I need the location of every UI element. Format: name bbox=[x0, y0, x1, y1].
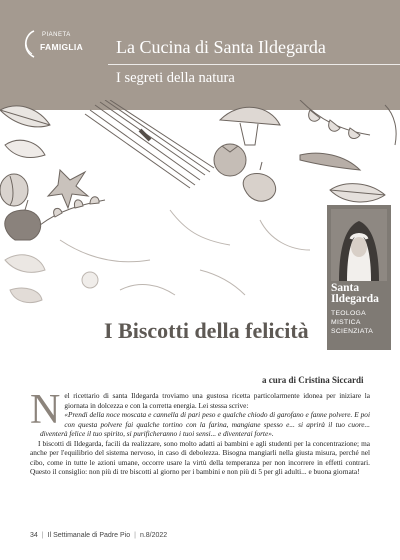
saint-portrait-icon bbox=[331, 209, 387, 281]
paragraph-advice: I biscotti di Ildegarda, facili da realizzare, sono molto adatti ai bambini e agli studenti per la concentrazione; ma anche per l'equilibrio del sistema nervoso, in caso di debolezza. Bisogna mangiarli nella giusta misura, perché nel cibo, come in tutte le azioni umane, occorre usare la virtù della temperanza per non incorrere in effetti contrari. Questo il consiglio: non più di tre biscotti al giorno per i bambini e non più di 5 per gli adulti... e buona giornata! bbox=[30, 438, 370, 477]
leaf-sketch-icon bbox=[0, 106, 50, 158]
badge-role-3: SCIENZIATA bbox=[331, 328, 374, 335]
section-title: La Cucina di Santa Ildegarda bbox=[116, 37, 326, 57]
badge-roles bbox=[331, 309, 373, 336]
tomato-sketch bbox=[214, 144, 246, 176]
header-divider bbox=[108, 64, 400, 65]
article-body bbox=[30, 387, 370, 477]
chili-pepper-sketch bbox=[300, 153, 360, 170]
herb-branch-sketch bbox=[40, 197, 105, 225]
article-byline: a cura di Cristina Siccardi bbox=[262, 375, 364, 385]
herb-sprig-sketch bbox=[300, 100, 396, 145]
intro-text: el ricettario di santa Ildegarda troviamo una gustosa ricetta particolarmente idonea per iniziare la giornata in dolcezza e con la corretta energia. Lei stessa scrive: bbox=[64, 391, 370, 410]
drop-cap: N bbox=[30, 387, 61, 433]
badge-name-line2: Ildegarda bbox=[331, 293, 379, 305]
footer-separator: | bbox=[41, 532, 44, 539]
bell-pepper-sketch bbox=[243, 162, 275, 201]
logo-top-text: PIANETA bbox=[42, 32, 71, 38]
garlic-sketch bbox=[5, 200, 41, 240]
onion-sketch bbox=[0, 174, 28, 206]
pianeta-famiglia-logo bbox=[20, 27, 90, 63]
footer-separator: | bbox=[134, 532, 136, 539]
mushroom-sketch bbox=[220, 107, 280, 145]
issue-number: n.8/2022 bbox=[139, 532, 168, 539]
recipe-quote: «Prendi della noce moscata e cannella di pari peso e qualche chiodo di garofano e fanne polvere. E poi con questa polvere fai qualche tortino con la farina, mangiane spesso e... si aprirà il tuo cuore... diventerà felice il tuo spirito, si purificheranno i tuoi sensi... e diventerai forte». bbox=[40, 410, 370, 439]
saint-badge bbox=[327, 205, 391, 350]
section-subtitle: I segreti della natura bbox=[116, 70, 235, 86]
badge-role-1: TEOLOGA bbox=[331, 310, 366, 317]
page-footer bbox=[30, 532, 167, 539]
badge-role-2: MISTICA bbox=[331, 319, 361, 326]
magazine-name: Il Settimanale di Padre Pio bbox=[47, 532, 131, 539]
logo-bottom-text: FAMIGLIA bbox=[40, 42, 84, 52]
article-title: I Biscotti della felicità bbox=[104, 318, 309, 343]
pasta-bundle-sketch bbox=[85, 100, 214, 188]
header-banner bbox=[0, 0, 400, 110]
badge-name-line1: Santa bbox=[331, 282, 360, 294]
faint-herb-sketch bbox=[5, 210, 310, 303]
page-number: 34 bbox=[30, 532, 38, 539]
